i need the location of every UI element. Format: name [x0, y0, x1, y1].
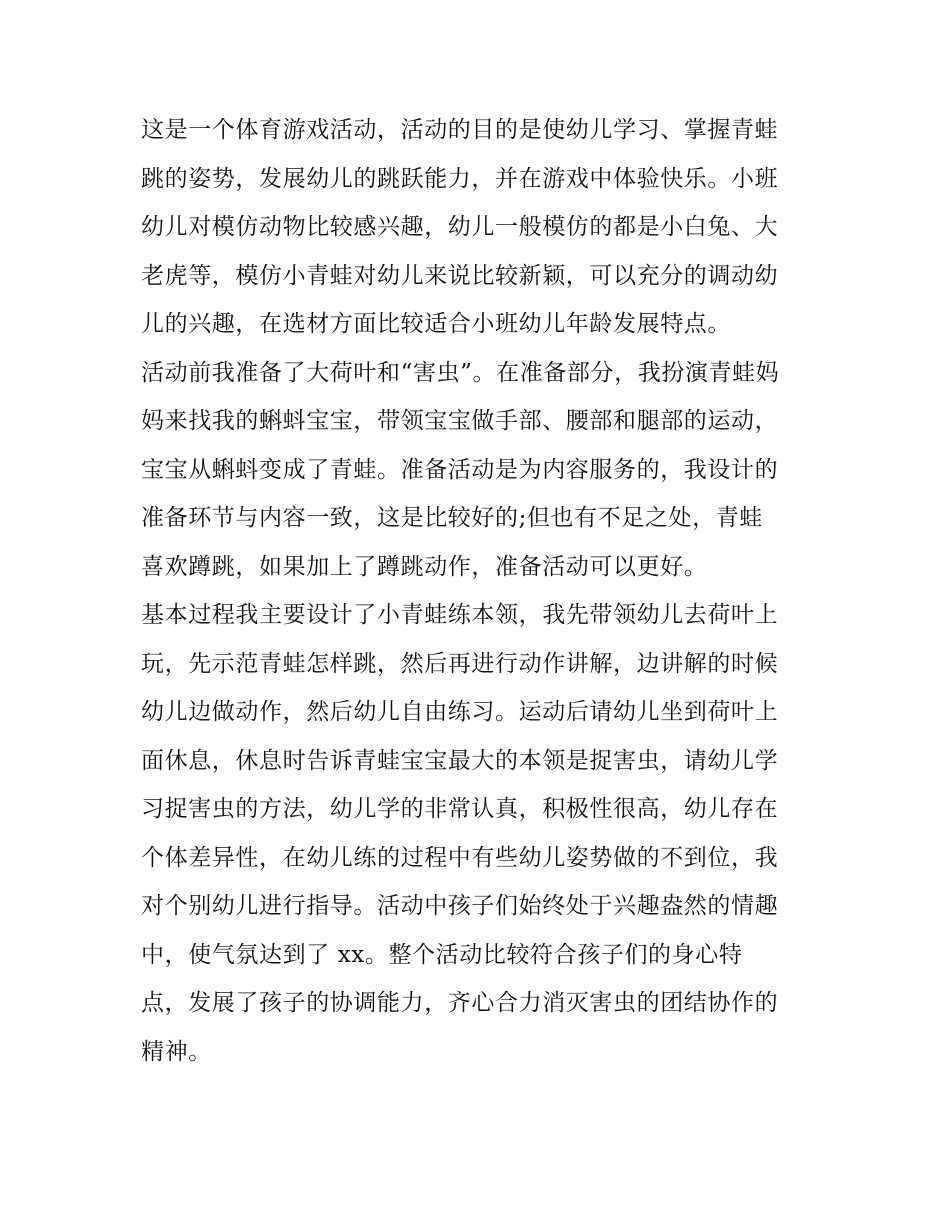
text-line: 儿的兴趣，在选材方面比较适合小班幼儿年龄发展特点。 [141, 311, 731, 337]
document-body [141, 106, 821, 1076]
text-line: 习捉害虫的方法，幼儿学的非常认真，积极性很高，幼儿存在 [141, 796, 779, 822]
text-line: 基本过程我主要设计了小青蛙练本领，我先带领幼儿去荷叶上 [141, 602, 779, 628]
text-line: 点，发展了孩子的协调能力，齐心合力消灭害虫的团结协作的 [141, 990, 779, 1016]
text-line: 妈来找我的蝌蚪宝宝，带领宝宝做手部、腰部和腿部的运动， [141, 408, 779, 434]
text-line: 精神。 [141, 1038, 212, 1065]
text-line: 老虎等，模仿小青蛙对幼儿来说比较新颖，可以充分的调动幼 [141, 262, 779, 289]
text-line: 准备环节与内容一致，这是比较好的;但也有不足之处，青蛙 [141, 505, 763, 531]
text-line: 幼儿对模仿动物比较感兴趣，幼儿一般模仿的都是小白兔、大 [141, 214, 779, 240]
text-line: 宝宝从蝌蚪变成了青蛙。准备活动是为内容服务的，我设计的 [141, 456, 779, 483]
text-line: 面休息，休息时告诉青蛙宝宝最大的本领是捉害虫，请幼儿学 [141, 747, 779, 774]
text-line: 活动前我准备了大荷叶和“害虫”。在准备部分，我扮演青蛙妈 [141, 359, 780, 386]
text-line: 玩，先示范青蛙怎样跳，然后再进行动作讲解，边讲解的时候 [141, 650, 779, 677]
text-line: 中，使气氛达到了 xx。整个活动比较符合孩子们的身心特 [141, 941, 743, 968]
text-line: 个体差异性，在幼儿练的过程中有些幼儿姿势做的不到位，我 [141, 844, 779, 871]
text-line: 对个别幼儿进行指导。活动中孩子们始终处于兴趣盎然的情趣 [141, 893, 779, 919]
text-line: 跳的姿势，发展幼儿的跳跃能力，并在游戏中体验快乐。小班 [141, 165, 779, 192]
text-line: 喜欢蹲跳，如果加上了蹲跳动作，准备活动可以更好。 [141, 553, 708, 580]
text-line: 幼儿边做动作，然后幼儿自由练习。运动后请幼儿坐到荷叶上 [141, 699, 779, 725]
text-line: 这是一个体育游戏活动，活动的目的是使幼儿学习、掌握青蛙 [141, 117, 779, 143]
